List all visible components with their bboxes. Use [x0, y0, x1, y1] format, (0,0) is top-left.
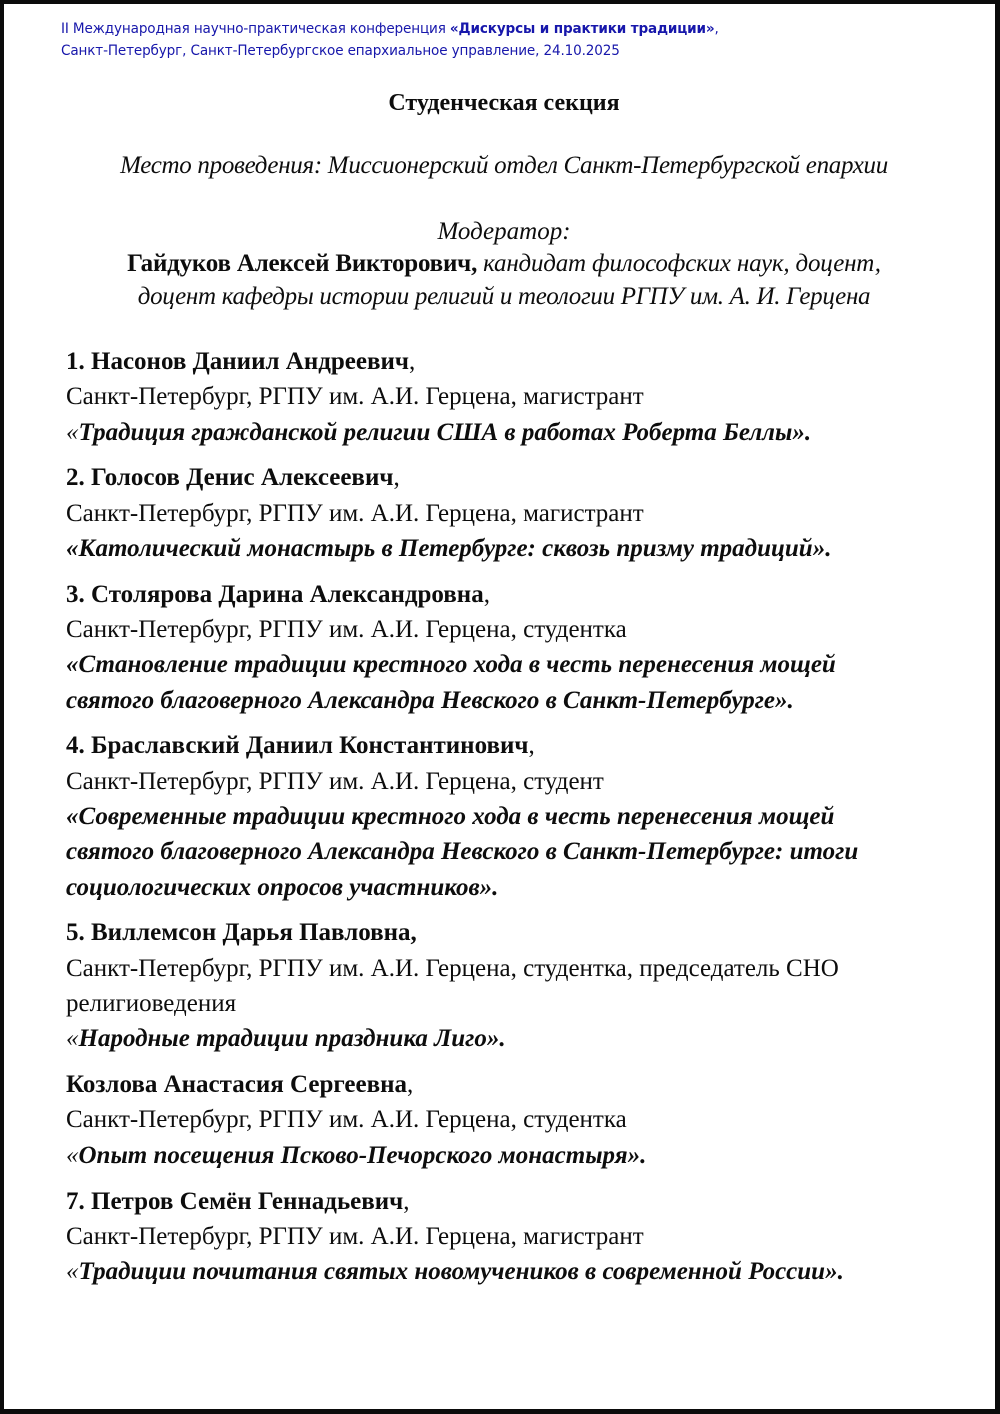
comma: ,	[403, 1187, 410, 1215]
comma: ,	[528, 732, 535, 760]
speaker-heading	[66, 577, 966, 612]
speaker-affiliation: Санкт-Петербург, РГПУ им. А.И. Герцена, магистрант	[66, 499, 644, 527]
topic-text: Опыт посещения Псково-Печорского монастыря».	[78, 1141, 647, 1169]
moderator-degree: кандидат философских наук, доцент,	[477, 250, 881, 277]
speaker-item	[66, 1067, 966, 1173]
comma: ,	[483, 580, 490, 608]
speaker-affiliation: Санкт-Петербург, РГПУ им. А.И. Герцена, магистрант	[66, 383, 644, 411]
speaker-affiliation: Санкт-Петербург, РГПУ им. А.И. Герцена, студентка	[66, 616, 627, 644]
conference-name: «Дискурсы и практики традиции»	[449, 20, 715, 37]
comma: ,	[393, 464, 400, 492]
moderator-label: Модератор:	[437, 218, 571, 245]
speaker-topic	[66, 647, 966, 682]
venue: Место проведения: Миссионерский отдел Санкт-Петербургской епархии	[120, 152, 888, 179]
speaker-item	[66, 460, 966, 566]
header-comma: ,	[714, 20, 719, 37]
speaker-topic-cont: социологических опросов участников».	[66, 873, 499, 901]
speaker-number: 5.	[66, 919, 85, 947]
speaker-topic	[66, 415, 966, 450]
speaker-affiliation: Санкт-Петербург, РГПУ им. А.И. Герцена, студент	[66, 767, 604, 795]
quote-mark: «	[66, 534, 79, 562]
moderator-name: Гайдуков Алексей Викторович,	[127, 250, 478, 277]
topic-text: Католический монастырь в Петербурге: сквозь призму традиций».	[78, 534, 832, 562]
moderator-position: доцент кафедры истории религий и теологии РГПУ им. А. И. Герцена	[137, 283, 871, 310]
speaker-number: 1.	[66, 348, 85, 375]
speaker-affiliation-cont: религиоведения	[66, 990, 237, 1018]
speaker-item	[66, 344, 966, 450]
speaker-number: 4.	[66, 732, 85, 760]
speaker-topic	[66, 1021, 966, 1056]
conference-header-line1	[61, 18, 719, 40]
quote-mark: «	[66, 418, 79, 446]
speaker-affiliation: Санкт-Петербург, РГПУ им. А.И. Герцена, магистрант	[66, 1222, 644, 1250]
comma: ,	[410, 919, 417, 947]
conference-location-date: Санкт-Петербург, Санкт-Петербургское епархиальное управление, 24.10.2025	[61, 42, 620, 59]
quote-mark: «	[66, 651, 79, 679]
comma: ,	[408, 348, 416, 375]
speaker-topic-cont: святого благоверного Александра Невского в Санкт-Петербурге».	[66, 686, 794, 714]
moderator-line1	[4, 250, 1000, 278]
speaker-item	[66, 915, 966, 1056]
speaker-topic-cont: святого благоверного Александра Невского в Санкт-Петербурге: итоги	[66, 838, 859, 866]
section-title: Студенческая секция	[388, 90, 620, 116]
topic-text: Традиции почитания святых новомучеников в современной России».	[78, 1258, 844, 1286]
speaker-topic	[66, 1254, 966, 1289]
speaker-affiliation: Санкт-Петербург, РГПУ им. А.И. Герцена, студентка, председатель СНО	[66, 954, 839, 982]
speaker-name: Козлова Анастасия Сергеевна	[66, 1071, 407, 1099]
speaker-name: Столярова Дарина Александровна	[91, 580, 484, 608]
speaker-heading	[66, 460, 966, 495]
speaker-heading	[66, 915, 966, 950]
speaker-name: Насонов Даниил Андреевич	[91, 348, 409, 375]
comma: ,	[406, 1071, 414, 1099]
speaker-heading	[66, 728, 966, 763]
quote-mark: «	[66, 1258, 79, 1286]
speaker-name: Петров Семён Геннадьевич	[91, 1187, 404, 1215]
speaker-topic	[66, 531, 966, 566]
speaker-item	[66, 728, 966, 904]
speaker-item	[66, 577, 966, 718]
quote-mark: «	[66, 803, 79, 831]
speaker-number: 3.	[66, 580, 85, 608]
quote-mark: «	[66, 1025, 79, 1053]
speaker-heading	[66, 1067, 966, 1102]
topic-text: Современные традиции крестного хода в честь перенесения мощей	[78, 803, 835, 831]
speaker-name: Голосов Денис Алексеевич	[91, 464, 394, 492]
speaker-topic	[66, 799, 966, 834]
speaker-item	[66, 1184, 966, 1290]
quote-mark: «	[66, 1141, 79, 1169]
speaker-affiliation: Санкт-Петербург, РГПУ им. А.И. Герцена, студентка	[66, 1106, 627, 1134]
speaker-name: Виллемсон Дарья Павловна	[91, 919, 411, 947]
speaker-number: 2.	[66, 464, 85, 492]
speaker-list	[66, 344, 966, 1300]
topic-text: Становление традиции крестного хода в честь перенесения мощей	[78, 651, 836, 679]
speaker-number: 7.	[66, 1187, 85, 1215]
conference-type: II Международная научно-практическая конференция	[61, 20, 450, 37]
topic-text: Народные традиции праздника Лиго».	[78, 1025, 506, 1053]
speaker-topic	[66, 1138, 966, 1173]
speaker-heading	[66, 344, 966, 379]
speaker-name: Браславский Даниил Константинович	[91, 732, 529, 760]
conference-header	[61, 18, 719, 62]
speaker-heading	[66, 1184, 966, 1219]
topic-text: Традиция гражданской религии США в работах Роберта Беллы».	[78, 418, 812, 446]
